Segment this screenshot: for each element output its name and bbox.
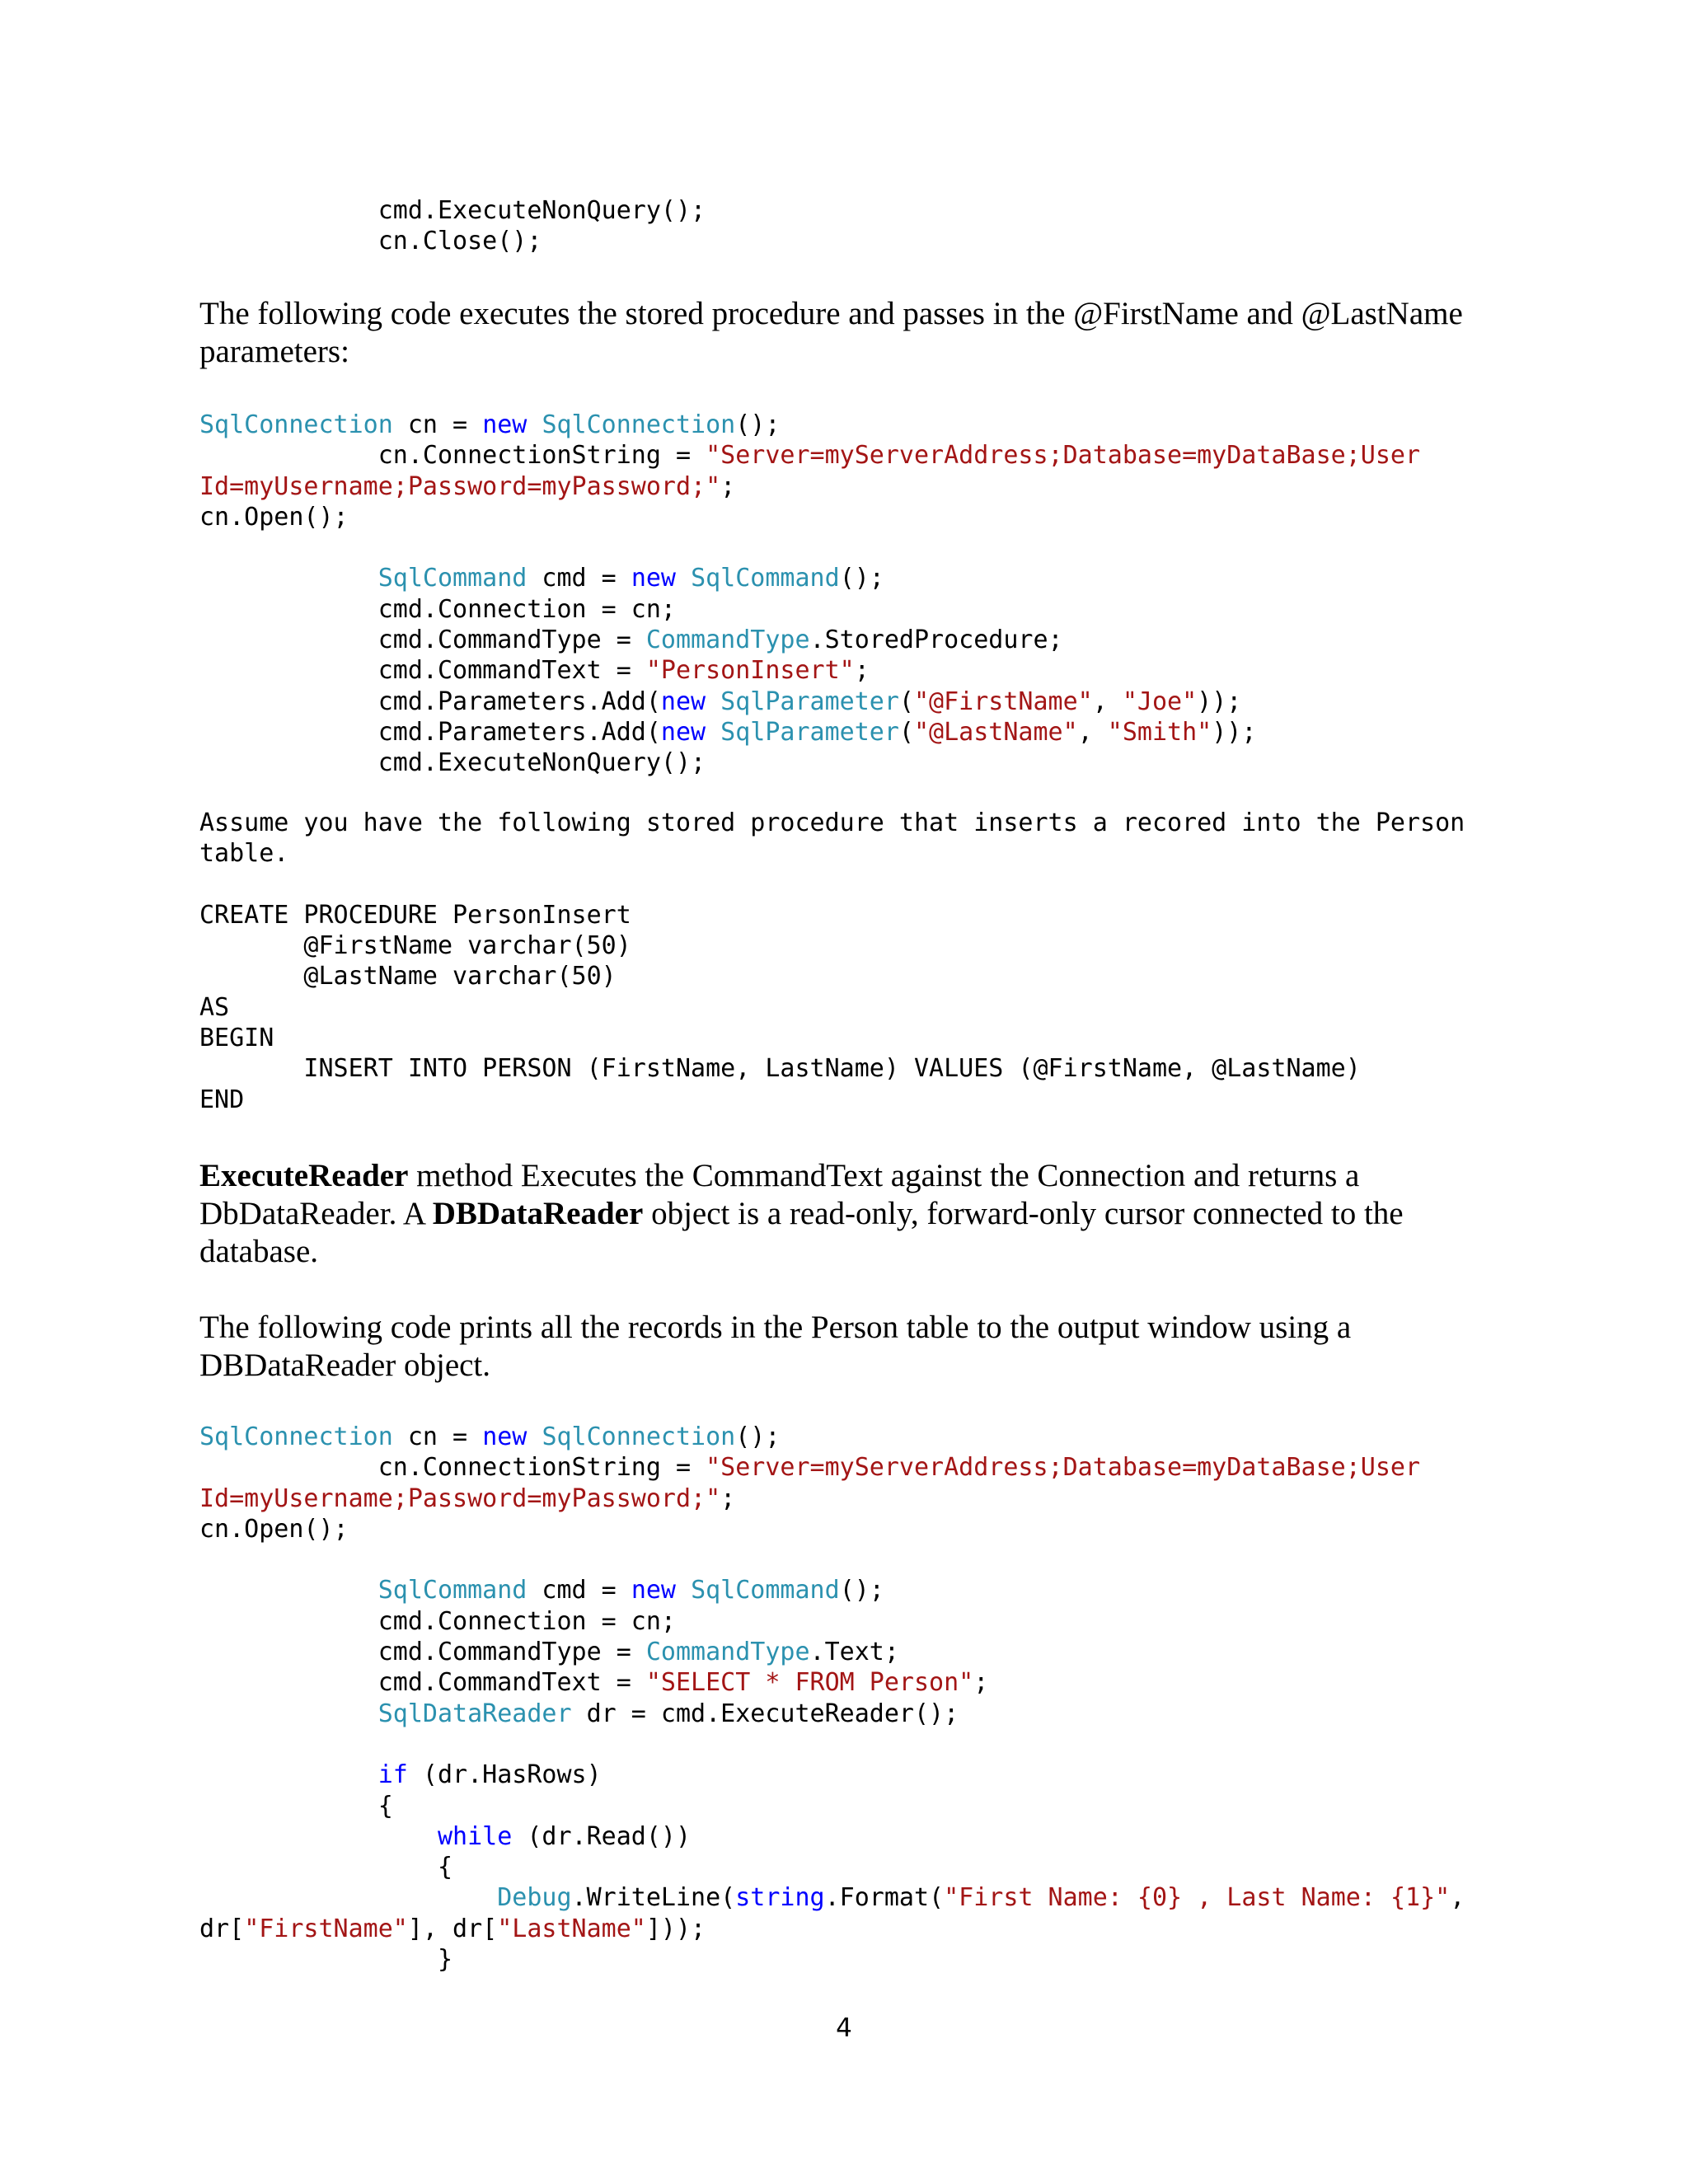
code-line: while (dr.Read()): [437, 1821, 692, 1851]
code-line: @FirstName varchar(50): [199, 931, 631, 961]
code-line: cmd.ExecuteNonQuery();: [199, 196, 706, 225]
code-line: SqlConnection cn = new SqlConnection();: [199, 410, 781, 439]
code-line: INSERT INTO PERSON (FirstName, LastName) VALUES (@FirstName, @LastName): [199, 1054, 1361, 1084]
code-line: SqlCommand cmd = new SqlCommand();: [377, 564, 884, 593]
code-line: SqlConnection cn = new SqlConnection();: [199, 1422, 781, 1451]
code-line: CREATE PROCEDURE PersonInsert: [199, 900, 631, 930]
code-line: Id=myUsername;Password=myPassword;";: [199, 1483, 736, 1513]
code-line: Id=myUsername;Password=myPassword;";: [199, 471, 736, 501]
page-number: 4: [836, 2013, 852, 2043]
blank-line: [199, 532, 1420, 563]
blank-line: [199, 1729, 1465, 1760]
code-line: cn.Open();: [199, 502, 349, 532]
code-line: @LastName varchar(50): [199, 962, 617, 991]
code-line: cn.Close();: [199, 227, 542, 256]
code-line: }: [199, 1945, 453, 1975]
code-line: cmd.ExecuteNonQuery();: [199, 748, 706, 778]
code-line: {: [199, 1791, 393, 1821]
code-block-insert: [199, 410, 1420, 779]
code-line: AS: [199, 992, 230, 1022]
blank-line: [199, 1544, 1465, 1575]
code-line: if (dr.HasRows): [377, 1760, 602, 1790]
code-line: cmd.Connection = cn;: [199, 594, 676, 624]
code-line: SqlCommand cmd = new SqlCommand();: [377, 1576, 884, 1605]
code-line: cmd.CommandText = "SELECT * FROM Person";: [199, 1668, 989, 1698]
code-line: {: [199, 1853, 453, 1882]
code-line: Assume you have the following stored procedure that inserts a recored into the Person: [199, 808, 1465, 837]
blank-line: [199, 869, 1465, 900]
code-line: cmd.Parameters.Add(new SqlParameter("@FirstName", "Joe"));: [199, 687, 1242, 716]
code-line: cn.ConnectionString = "Server=myServerAddress;Database=myDataBase;User: [199, 441, 1421, 471]
code-line: END: [199, 1085, 245, 1114]
paragraph-stored-proc-intro: The following code executes the stored procedure and passes in the @FirstName and @LastName parameters:: [199, 296, 1463, 369]
code-line: dr["FirstName"], dr["LastName"]));: [199, 1914, 706, 1943]
code-block-create-procedure: [199, 808, 1465, 1115]
term-dbdatareader: DBDataReader: [432, 1196, 644, 1231]
code-line: cn.ConnectionString = "Server=myServerAddress;Database=myDataBase;User: [199, 1453, 1421, 1483]
code-line: cmd.Parameters.Add(new SqlParameter("@LastName", "Smith"));: [199, 717, 1257, 747]
code-line: cmd.Connection = cn;: [199, 1606, 676, 1636]
code-line: Debug.WriteLine(string.Format("First Name: {0} , Last Name: {1}",: [497, 1883, 1465, 1913]
code-line: BEGIN: [199, 1024, 274, 1053]
code-line: SqlDataReader dr = cmd.ExecuteReader();: [377, 1699, 959, 1728]
term-execute-reader: ExecuteReader: [199, 1158, 409, 1193]
code-block-reader: [199, 1422, 1465, 1975]
code-line: cn.Open();: [199, 1514, 349, 1544]
paragraph-print-records: The following code prints all the records in the Person table to the output window using a DBDataReader object.: [199, 1310, 1352, 1383]
code-line: cmd.CommandType = CommandType.Text;: [199, 1638, 899, 1667]
code-line: table.: [199, 839, 289, 869]
code-block-execute-close: [199, 195, 706, 257]
paragraph-execute-reader: ExecuteReader method Executes the CommandText against the Connection and returns a DbDataReader. A DBDataReader object is a read-only, forward-only cursor connected to the database.: [199, 1158, 1404, 1269]
code-line: cmd.CommandText = "PersonInsert";: [199, 656, 870, 686]
code-line: cmd.CommandType = CommandType.StoredProcedure;: [199, 626, 1063, 655]
